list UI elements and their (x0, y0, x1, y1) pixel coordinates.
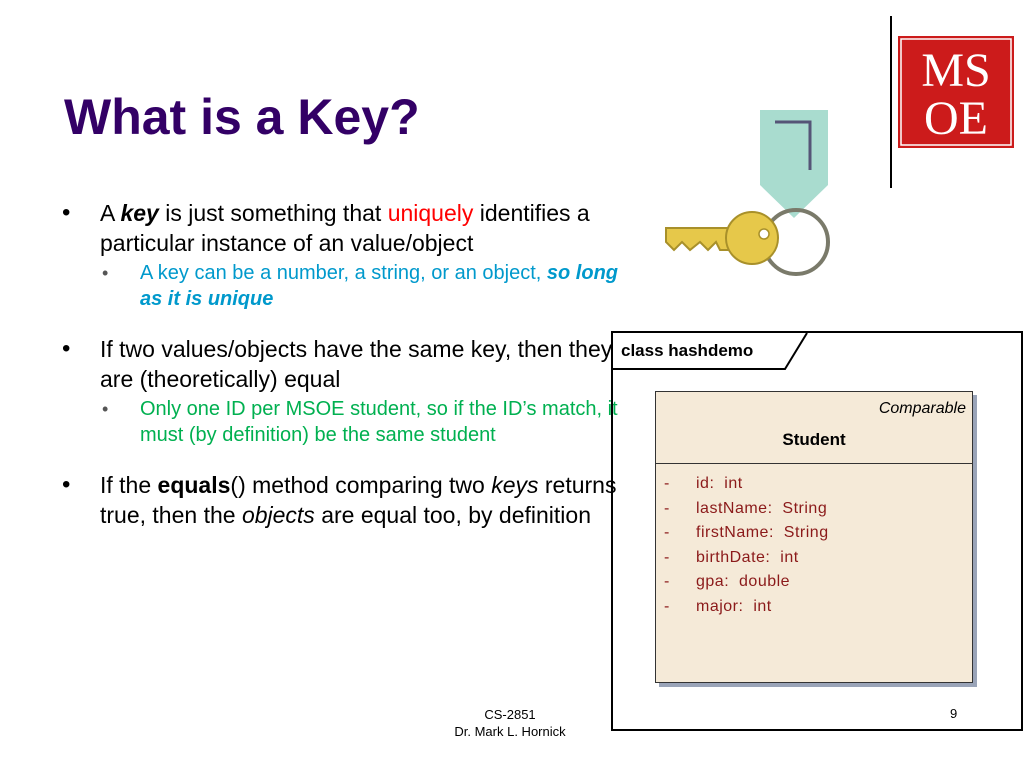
bullet-item-equals: • If the equals() method comparing two keys returns true, then the objects are equal too, by definition (60, 470, 620, 530)
footer-course: CS-2851 (484, 707, 536, 722)
attribute-row: - birthDate: int (664, 548, 799, 566)
logo-text-line1: MS (921, 44, 991, 97)
msoe-logo (898, 36, 1014, 148)
uml-class-box (655, 391, 973, 683)
class-attributes (664, 472, 829, 620)
logo-divider (890, 16, 892, 188)
attribute-row: - major: int (664, 597, 772, 615)
class-name: Student (782, 430, 846, 449)
class-stereotype: Comparable (878, 400, 966, 417)
logo-text-line2: OE (924, 92, 988, 145)
bullet-item-same-key: • If two values/objects have the same key, then they are (theoretically) equal (60, 334, 620, 394)
bullet-list (60, 198, 620, 530)
bullet-item-key-definition: • A key is just something that uniquely identifies a particular instance of an value/object (60, 198, 620, 258)
footer-author: Dr. Mark L. Hornick (454, 724, 566, 739)
page-number: 9 (950, 706, 958, 721)
sub-bullet-key-types: • A key can be a number, a string, or an object, so long as it is unique (60, 260, 620, 312)
class-divider (656, 463, 972, 464)
slide-footer (440, 706, 580, 740)
uml-diagram-frame (611, 331, 1023, 731)
attribute-row: - lastName: String (664, 499, 828, 517)
attribute-row: - id: int (664, 475, 743, 492)
frame-label: class hashdemo (621, 341, 754, 360)
attribute-row: - firstName: String (664, 524, 829, 542)
slide-title: What is a Key? (64, 89, 420, 145)
sub-bullet-msoe-id: • Only one ID per MSOE student, so if the ID’s match, it must (by definition) be the same student (60, 396, 620, 448)
key-icon (660, 110, 840, 290)
attribute-row: - gpa: double (664, 573, 791, 591)
